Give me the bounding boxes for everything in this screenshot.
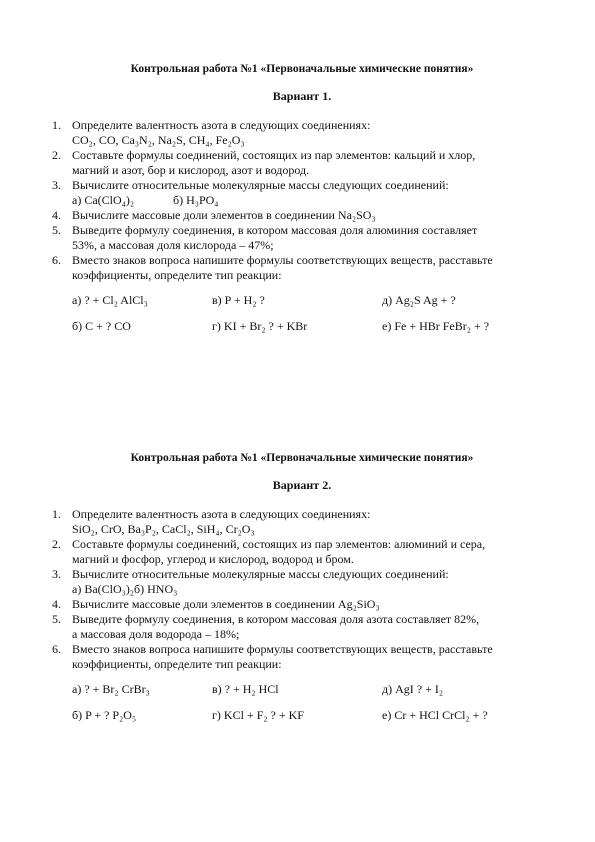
variant-heading: Вариант 1. — [272, 89, 332, 103]
task-number: 5. — [52, 612, 61, 626]
task-text: Определите валентность азота в следующих соединениях: — [72, 507, 371, 521]
task-number: 4. — [52, 597, 61, 611]
task-number: 4. — [52, 208, 61, 222]
task-text: 53%, а массовая доля кислорода – 47%; — [72, 238, 274, 252]
reaction: б) P + ? P₂O₅ — [72, 708, 137, 722]
task-item — [52, 597, 552, 612]
task-item — [52, 537, 552, 567]
task-item — [52, 567, 552, 597]
task-item — [52, 223, 552, 253]
task-number: 3. — [52, 567, 61, 581]
task-text: Вместо знаков вопроса напишите формулы соответствующих веществ, расставьте — [72, 642, 493, 656]
task-text: а) Ca(ClO₄)₂ б) H₃PO₄ — [72, 193, 219, 207]
task-item — [52, 642, 552, 672]
variant-2-block — [52, 452, 552, 734]
reaction: г) KCl + F₂ ? + KF — [212, 708, 304, 722]
task-number: 6. — [52, 253, 61, 267]
variant-1-block — [52, 63, 552, 345]
task-text: Выведите формулу соединения, в котором массовая доля азота составляет 82%, — [72, 612, 480, 626]
reaction-row — [72, 708, 552, 734]
reaction: в) ? + H₂ HCl — [212, 682, 279, 696]
reaction: г) KI + Br₂ ? + KBr — [212, 319, 308, 333]
task-number: 5. — [52, 223, 61, 237]
task-item — [52, 118, 552, 148]
task-item — [52, 148, 552, 178]
reaction-row — [72, 319, 552, 345]
task-text: Составьте формулы соединений, состоящих из пар элементов: алюминий и сера, — [72, 537, 486, 551]
task-list — [52, 507, 552, 672]
task-text: Вычислите относительные молекулярные массы следующих соединений: — [72, 178, 449, 192]
task-text: Выведите формулу соединения, в котором массовая доля алюминия составляет — [72, 223, 478, 237]
task-item — [52, 208, 552, 223]
task-text: Вместо знаков вопроса напишите формулы соответствующих веществ, расставьте — [72, 253, 493, 267]
reaction: а) ? + Br₂ CrBr₃ — [72, 682, 150, 696]
task-text: Вычислите массовые доли элементов в соединении Na₂SO₃ — [72, 208, 376, 222]
task-item — [52, 178, 552, 208]
task-text: SiO₂, CrO, Ba₃P₂, CaCl₂, SiH₄, Cr₂O₃ — [72, 522, 255, 536]
reaction: в) P + H₂ ? — [212, 293, 265, 307]
task-text: а массовая доля водорода – 18%; — [72, 627, 240, 641]
reaction-row — [72, 293, 552, 319]
reaction: а) ? + Cl₂ AlCl₃ — [72, 293, 148, 307]
task-number: 2. — [52, 537, 61, 551]
reaction: б) C + ? CO — [72, 319, 131, 333]
task-number: 1. — [52, 118, 61, 132]
reaction: е) Fe + HBr FeBr₂ + ? — [382, 319, 490, 333]
reaction: д) Ag₂S Ag + ? — [382, 293, 456, 307]
task-item — [52, 253, 552, 283]
task-text: CO₂, CO, Ca₃N₂, Na₂S, CH₄, Fe₂O₃ — [72, 133, 245, 147]
reaction: д) AgI ? + I₂ — [382, 682, 444, 696]
task-text: а) Ba(ClO₃)₂б) HNO₃ — [72, 582, 178, 596]
task-text: Составьте формулы соединений, состоящих из пар элементов: кальций и хлор, — [72, 148, 476, 162]
variant-heading: Вариант 2. — [272, 478, 332, 492]
task-item — [52, 507, 552, 537]
task-text: коэффициенты, определите тип реакции: — [72, 268, 282, 282]
task-text: магний и азот, бор и кислород, азот и водород. — [72, 163, 310, 177]
task-text: Определите валентность азота в следующих соединениях: — [72, 118, 371, 132]
task-list — [52, 118, 552, 283]
reaction: е) Cr + HCl CrCl₂ + ? — [382, 708, 488, 722]
task-number: 3. — [52, 178, 61, 192]
task-text: коэффициенты, определите тип реакции: — [72, 657, 282, 671]
task-text: магний и фосфор, углерод и кислород, водород и бром. — [72, 552, 354, 566]
task-item — [52, 612, 552, 642]
test-title: Контрольная работа №1 «Первоначальные химические понятия» — [130, 63, 474, 75]
task-number: 1. — [52, 507, 61, 521]
task-number: 6. — [52, 642, 61, 656]
task-number: 2. — [52, 148, 61, 162]
reaction-row — [72, 682, 552, 708]
task-text: Вычислите массовые доли элементов в соединении Ag₂SiO₃ — [72, 597, 380, 611]
test-title: Контрольная работа №1 «Первоначальные химические понятия» — [130, 452, 474, 464]
task-text: Вычислите относительные молекулярные массы следующих соединений: — [72, 567, 449, 581]
